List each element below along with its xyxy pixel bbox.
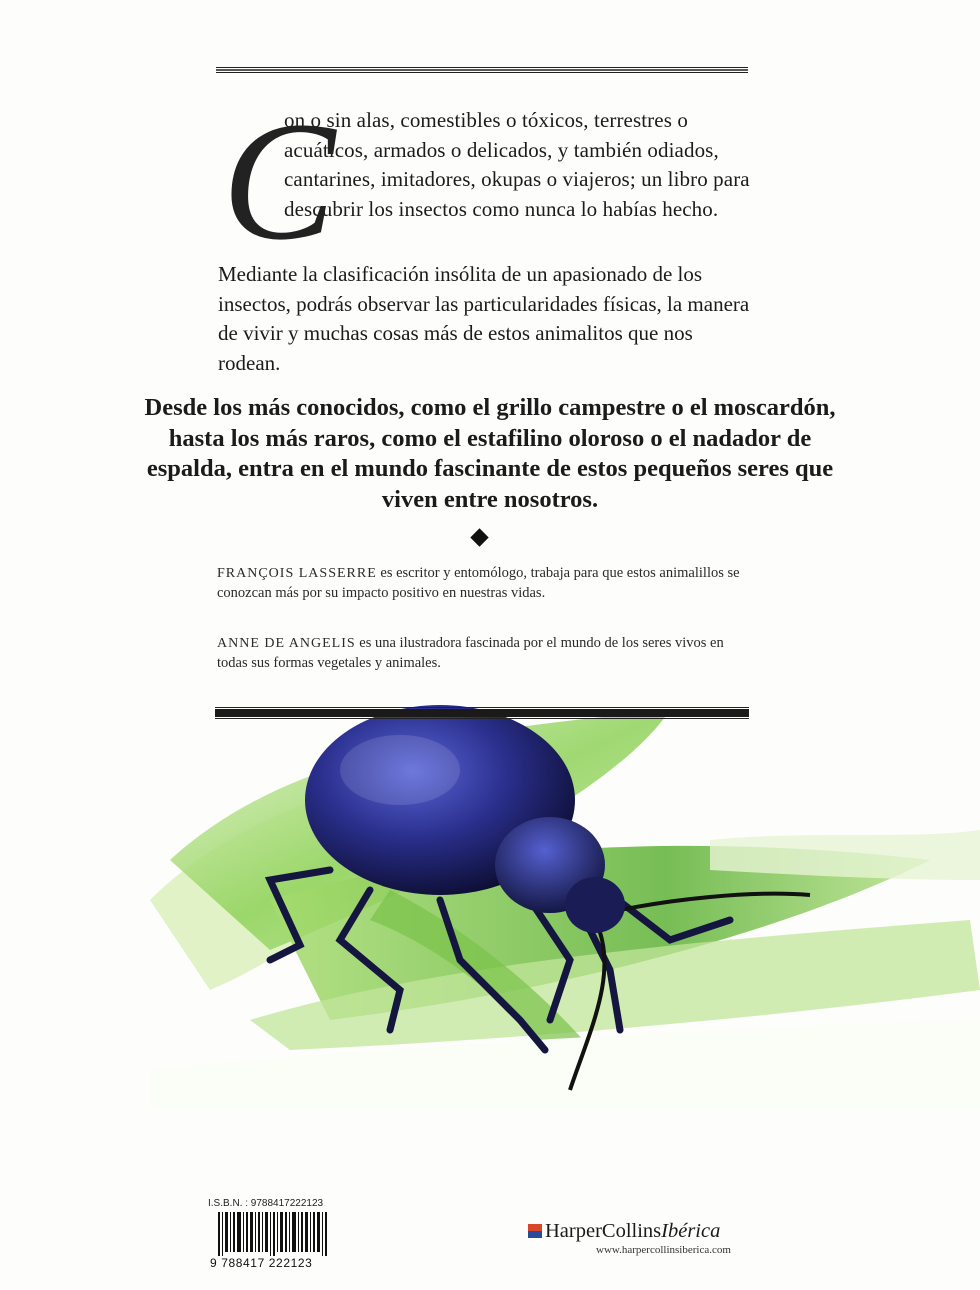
publisher-name: HarperCollins (545, 1220, 662, 1242)
isbn-label: I.S.B.N. : 9788417222123 (208, 1198, 324, 1209)
intro-paragraph (222, 87, 752, 275)
decorative-top-rule (216, 66, 748, 74)
intro-text: on o sin alas, comestibles o tóxicos, terrestres o acuáticos, armados o delicados, y también odiados, cantarines, imitadores, okupas o viajeros; un libro para descubrir los insectos como nunca lo habías hecho. (284, 108, 750, 221)
highlight-paragraph: Desde los más conocidos, como el grillo campestre o el moscardón, hasta los más raros, como el estafilino oloroso o el nadador de espalda, entra en el mundo fascinante de estos pequeños seres que viven entre nosotros. (144, 394, 836, 513)
second-paragraph: Mediante la clasificación insólita de un apasionado de los insectos, podrás observar las particularidades físicas, la manera de vivir y muchas cosas más de estos animalitos que nos rodean. (218, 262, 750, 375)
publisher-url: www.harpercollinsiberica.com (596, 1244, 731, 1256)
decorative-black-bar (215, 706, 749, 718)
illustrator-name: ANNE DE ANGELIS (217, 636, 356, 651)
drop-cap: C (222, 87, 336, 275)
author-name: FRANÇOIS LASSERRE (217, 566, 377, 581)
author-bio-text: es escritor y entomólogo, trabaja para que estos animalillos se conozcan más por su impacto positivo en nuestras vidas. (217, 565, 740, 601)
publisher-flame-icon (528, 1224, 542, 1238)
beetle-illustration (150, 690, 980, 1110)
publisher-name-italic: Ibérica (661, 1220, 721, 1242)
author-bio (217, 564, 757, 603)
barcode-number: 9 788417 222123 (210, 1256, 313, 1270)
barcode-icon (218, 1212, 333, 1261)
illustrator-bio (217, 634, 757, 673)
publisher-logo (528, 1220, 720, 1243)
diamond-ornament-icon (470, 528, 488, 546)
illustrator-bio-text: es una ilustradora fascinada por el mundo de los seres vivos en todas sus formas vegetales y animales. (217, 635, 724, 671)
